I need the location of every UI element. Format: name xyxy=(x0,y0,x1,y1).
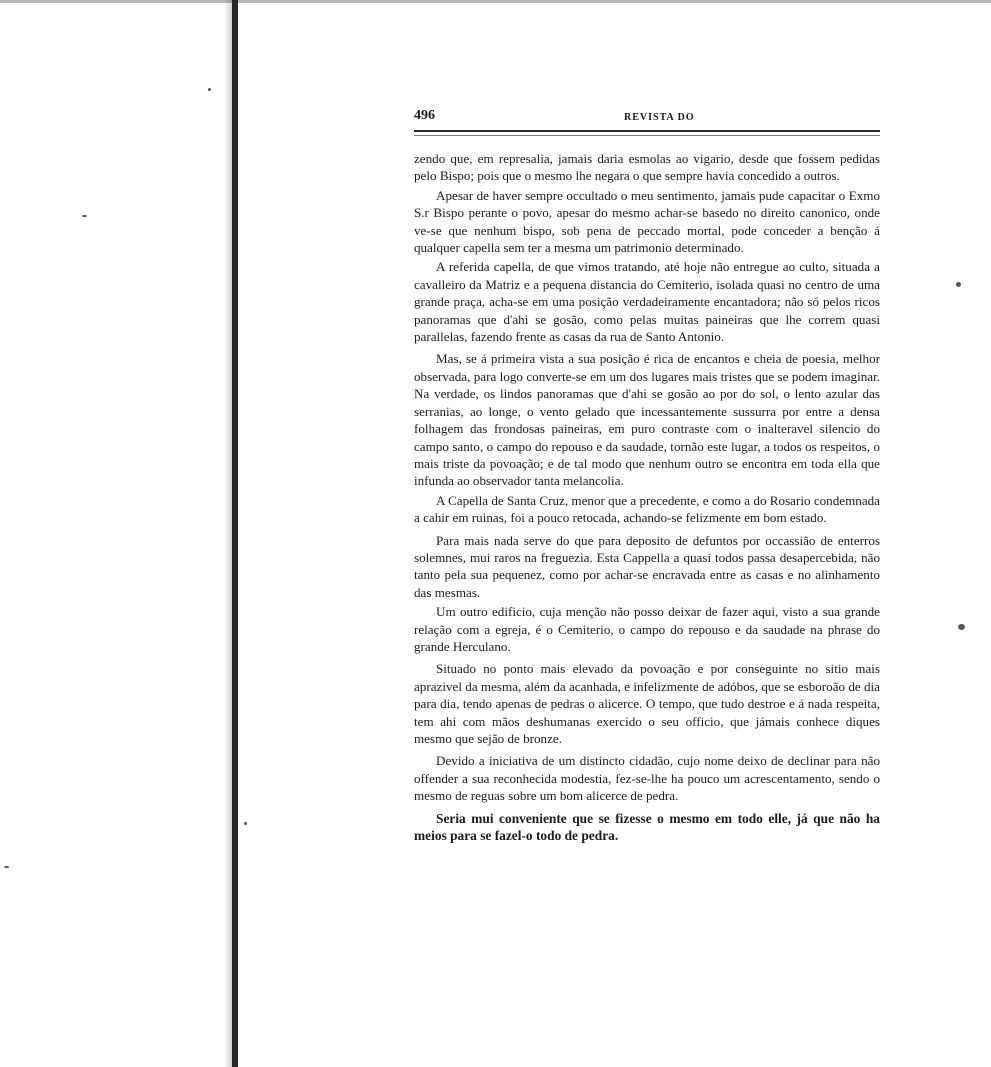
scan-top-edge xyxy=(0,0,991,3)
scan-speck xyxy=(208,88,211,91)
scan-speck xyxy=(82,215,87,217)
paragraph-7: Um outro edificio, cuja menção não posso deixar de fazer aqui, visto a sua grande relação com a egreja, é o Cemiterio, o campo do repouso e da saudade na phrase do grande Herculano. xyxy=(414,604,880,654)
paragraph-1: zendo que, em represalia, jamais daria esmolas ao vigario, desde que fossem pedidas pelo Bispo; pois que o mesmo lhe negara o que sempre havia concedido a outros. xyxy=(414,151,880,184)
paragraph-9: Devido a iniciativa de um distincto cidadão, cujo nome deixo de declinar para não offender a sua reconhecida modestia, fez-se-lhe ha pouco um acrescentamento, sendo o mesmo de reguas sobre um bom alicerce de pedra. xyxy=(414,753,880,804)
scan-speck xyxy=(958,624,965,630)
scan-speck xyxy=(956,282,961,287)
header-rule-thin xyxy=(414,135,880,136)
page-number: 496 xyxy=(414,108,435,123)
running-title: REVISTA DO xyxy=(624,112,695,123)
paragraph-3: A referida capella, de que vimos tratando, até hoje não entregue ao culto, situada a cavalleiro da Matriz e a pequena distancia do Cemiterio, isolada quasi no centro de uma grande praça, acha-se em uma posição verdadeiramente encantadora; não só pelos ricos panoramas que d'ahi se gosão, como pelas muitas paineiras que lhe correm quasi parallelas, fazendo frente as casas da rua de Santo Antonio. xyxy=(414,259,880,345)
body-text xyxy=(414,150,880,849)
scan-speck xyxy=(244,822,247,825)
book-spine xyxy=(232,0,238,1067)
paragraph-5: A Capella de Santa Cruz, menor que a precedente, e como a do Rosario condemnada a cahir em ruinas, foi a pouco retocada, achando-se felizmente em bom estado. xyxy=(414,492,880,526)
scan-speck xyxy=(4,866,9,868)
paragraph-8: Situado no ponto mais elevado da povoação e por conseguinte no sitio mais aprazivel da mesma, além da acanhada, e infelizmente de adóbos, que se esboroão de dia para dia, tendo apenas de pedras o alicerce. O tempo, que tudo destroe e á nada respeita, tem ahi com mãos deshumanas exercido o seu officio, que jámais conhece diques mesmo que sejão de bronze. xyxy=(414,661,880,746)
book-gutter-shadow xyxy=(224,0,232,1067)
paragraph-6: Para mais nada serve do que para deposito de defuntos por occassião de enterros solemnes, mui raros na freguezia. Esta Cappella a quasi todos passa desapercebida, não tanto pela sua pequenez, como por achar-se encravada entre as casas e no alinhamento das mesmas. xyxy=(414,532,880,600)
paragraph-2: Apesar de haver sempre occultado o meu sentimento, jamais pude capacitar o Exmo S.r Bispo perante o povo, apesar do mesmo achar-se basedo no direito canonico, onde ve-se que nenhum bispo, sob pena de peccado mortal, pode conceder a benção á qualquer capella sem ter a mesma um patrimonio determinado. xyxy=(414,187,880,256)
paragraph-10: Seria mui conveniente que se fizesse o mesmo em todo elle, já que não ha meios para se fazel-o todo de pedra. xyxy=(414,810,880,844)
paragraph-4: Mas, se á primeira vista a sua posição é rica de encantos e cheia de poesia, melhor observada, para logo converte-se em um dos lugares mais tristes que se podem imaginar. Na verdade, os lindos panoramas que d'ahi se gosão ao por do sol, o lento azular das serranias, ao longe, o vento gelado que incessantemente sussurra por entre a densa folhagem das frondosas paineiras, em puro contraste com o inalteravel silencio do campo santo, o campo do repouso e da saudade, tornão este lugar, a todos os respeitos, o mais triste da povoação; e de tal modo que nenhum outro se encontra em toda ella que infunda ao observador tanta melancolia. xyxy=(414,351,880,489)
header-rule xyxy=(414,130,880,132)
running-head xyxy=(414,106,880,128)
